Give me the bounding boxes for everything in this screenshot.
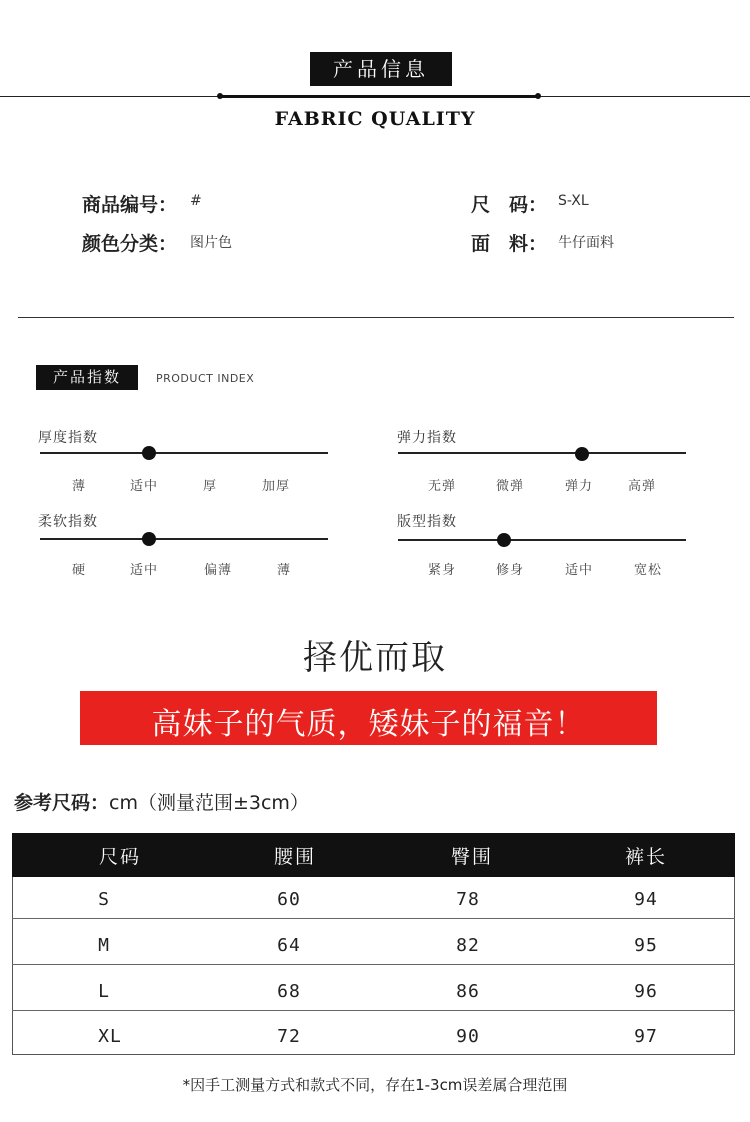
softness-scale-line bbox=[40, 538, 328, 540]
size-chart-title-unit: cm（测量范围±3cm） bbox=[109, 792, 309, 814]
elasticity-scale-line bbox=[398, 452, 686, 454]
table-row-divider bbox=[12, 918, 735, 919]
thickness-scale-line bbox=[40, 452, 328, 454]
table-cell: 96 bbox=[634, 981, 658, 1002]
elasticity-option: 弹力 bbox=[564, 479, 593, 494]
fit-scale-line bbox=[398, 539, 686, 541]
softness-option: 薄 bbox=[276, 563, 291, 578]
thickness-option: 厚 bbox=[202, 479, 217, 494]
elasticity-option: 高弹 bbox=[627, 479, 656, 494]
thickness-index-title: 厚度指数 bbox=[38, 430, 98, 446]
table-cell: 78 bbox=[456, 889, 480, 910]
info-divider bbox=[18, 317, 734, 318]
fit-option: 宽松 bbox=[633, 563, 662, 578]
table-header-cell: 尺码 bbox=[98, 846, 141, 868]
slogan-banner-text: 高妹子的气质，矮妹子的福音！ bbox=[151, 707, 586, 742]
table-cell: 90 bbox=[456, 1026, 480, 1047]
table-cell: 95 bbox=[634, 935, 658, 956]
item-no-value: # bbox=[190, 193, 202, 209]
header-divider-accent bbox=[220, 95, 538, 98]
softness-knob bbox=[142, 532, 156, 546]
fit-option: 适中 bbox=[564, 563, 593, 578]
table-row-divider bbox=[12, 964, 735, 965]
color-label: 颜色分类： bbox=[82, 233, 178, 255]
table-cell: 97 bbox=[634, 1026, 658, 1047]
section-subtitle: FABRIC QUALITY bbox=[274, 108, 476, 130]
table-header-cell: 臀围 bbox=[450, 846, 493, 868]
table-row-divider bbox=[12, 1010, 735, 1011]
softness-option: 偏薄 bbox=[203, 563, 232, 578]
color-value: 图片色 bbox=[190, 235, 232, 251]
fit-index-title: 版型指数 bbox=[397, 514, 457, 530]
size-chart-title-bold: 参考尺码： bbox=[14, 792, 110, 814]
softness-option: 适中 bbox=[129, 563, 158, 578]
table-cell: M bbox=[98, 935, 110, 956]
table-cell: 94 bbox=[634, 889, 658, 910]
section-subtitle-product-index: PRODUCT INDEX bbox=[156, 372, 255, 385]
softness-index-title: 柔软指数 bbox=[38, 514, 98, 530]
thickness-option: 适中 bbox=[129, 479, 158, 494]
elasticity-option: 微弹 bbox=[495, 479, 524, 494]
measurement-note: *因手工测量方式和款式不同，存在1-3cm误差属合理范围 bbox=[182, 1076, 568, 1094]
divider-dot-left bbox=[217, 93, 223, 99]
thickness-option: 加厚 bbox=[261, 479, 290, 494]
table-header-cell: 裤长 bbox=[624, 846, 667, 868]
size-chart-title bbox=[14, 788, 309, 815]
elasticity-option: 无弹 bbox=[427, 479, 456, 494]
table-cell: 64 bbox=[277, 935, 301, 956]
slogan-heading: 择优而取 bbox=[303, 638, 447, 678]
elasticity-knob bbox=[575, 447, 589, 461]
table-cell: 72 bbox=[277, 1026, 301, 1047]
fit-option: 修身 bbox=[495, 563, 524, 578]
size-label: 尺 码： bbox=[471, 194, 548, 216]
fabric-label: 面 料： bbox=[471, 233, 548, 255]
table-header-cell: 腰围 bbox=[273, 846, 316, 868]
softness-option: 硬 bbox=[71, 563, 86, 578]
table-cell: L bbox=[98, 981, 110, 1002]
fabric-value: 牛仔面料 bbox=[558, 235, 614, 251]
table-cell: S bbox=[98, 889, 110, 910]
size-value: S-XL bbox=[558, 193, 589, 209]
elasticity-index-title: 弹力指数 bbox=[397, 430, 457, 446]
thickness-knob bbox=[142, 446, 156, 460]
item-no-label: 商品编号： bbox=[82, 194, 178, 216]
fit-knob bbox=[497, 533, 511, 547]
section-title-product-index: 产品指数 bbox=[36, 365, 138, 390]
table-cell: 86 bbox=[456, 981, 480, 1002]
fit-option: 紧身 bbox=[427, 563, 456, 578]
section-title-product-info: 产品信息 bbox=[310, 52, 452, 86]
table-cell: XL bbox=[98, 1026, 122, 1047]
table-cell: 60 bbox=[277, 889, 301, 910]
table-cell: 68 bbox=[277, 981, 301, 1002]
divider-dot-right bbox=[535, 93, 541, 99]
table-cell: 82 bbox=[456, 935, 480, 956]
thickness-option: 薄 bbox=[71, 479, 86, 494]
